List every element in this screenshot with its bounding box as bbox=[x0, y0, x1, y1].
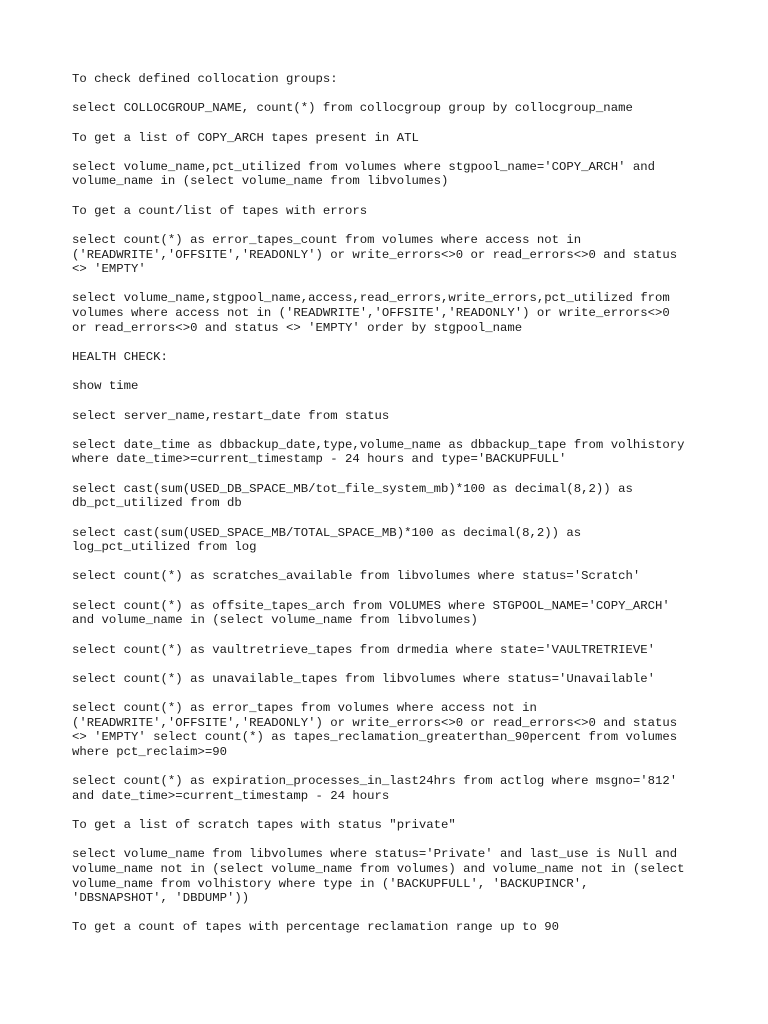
heading-error-tapes: To get a count/list of tapes with errors bbox=[72, 203, 368, 218]
query-log-pct-utilized: select cast(sum(USED_SPACE_MB/TOTAL_SPACE_MB)*100 as decimal(8,2)) as log_pct_utilized from log bbox=[72, 525, 582, 555]
query-offsite-tapes: select count(*) as offsite_tapes_arch from VOLUMES where STGPOOL_NAME='COPY_ARCH' and volume_name in (select volume_name from libvolumes) bbox=[72, 598, 670, 628]
heading-reclamation-count: To get a count of tapes with percentage reclamation range up to 90 bbox=[72, 920, 560, 935]
query-show-time: show time bbox=[72, 379, 139, 394]
query-copy-arch-tapes: select volume_name,pct_utilized from volumes where stgpool_name='COPY_ARCH' and volume_name in (select volume_name from libvolumes) bbox=[72, 159, 655, 189]
query-error-tapes-reclamation: select count(*) as error_tapes from volumes where access not in ('READWRITE','OFFSITE','READONLY') or write_errors<>0 or read_errors<>0 and status <> 'EMPTY' select count(*) as tapes_reclamation_greaterthan_90percent from volumes where pct_reclaim>=90 bbox=[72, 701, 678, 759]
document-page bbox=[72, 72, 712, 950]
query-db-pct-utilized: select cast(sum(USED_DB_SPACE_MB/tot_file_system_mb)*100 as decimal(8,2)) as db_pct_utilized from db bbox=[72, 481, 633, 511]
query-expiration-processes: select count(*) as expiration_processes_in_last24hrs from actlog where msgno='812' and date_time>=current_timestamp - 24 hours bbox=[72, 774, 678, 803]
query-unavailable-tapes: select count(*) as unavailable_tapes from libvolumes where status='Unavailable' bbox=[72, 671, 655, 686]
query-server-restart: select server_name,restart_date from status bbox=[72, 408, 390, 423]
query-collocation-groups: select COLLOCGROUP_NAME, count(*) from collocgroup group by collocgroup_name bbox=[72, 101, 633, 116]
query-error-tapes-count: select count(*) as error_tapes_count from volumes where access not in ('READWRITE','OFFSITE','READONLY') or write_errors<>0 or read_errors<>0 and status <> 'EMPTY' bbox=[72, 233, 678, 277]
query-dbbackup: select date_time as dbbackup_date,type,volume_name as dbbackup_tape from volhistory where date_time>=current_timestamp - 24 hours and type='BACKUPFULL' bbox=[72, 437, 685, 467]
query-vaultretrieve-tapes: select count(*) as vaultretrieve_tapes from drmedia where state='VAULTRETRIEVE' bbox=[72, 642, 655, 657]
query-scratches-available: select count(*) as scratches_available from libvolumes where status='Scratch' bbox=[72, 569, 641, 584]
query-error-tapes-list: select volume_name,stgpool_name,access,read_errors,write_errors,pct_utilized from volumes where access not in ('READWRITE','OFFSITE','READONLY') or write_errors<>0 or read_errors<>0 and status <> 'EMPTY' order by stgpool_name bbox=[72, 291, 670, 335]
heading-private-scratch-tapes: To get a list of scratch tapes with status "private" bbox=[72, 818, 456, 833]
heading-collocation-groups: To check defined collocation groups: bbox=[72, 72, 338, 86]
heading-health-check: HEALTH CHECK: bbox=[72, 349, 168, 364]
heading-copy-arch-tapes: To get a list of COPY_ARCH tapes present in ATL bbox=[72, 130, 419, 145]
query-private-scratch-tapes: select volume_name from libvolumes where status='Private' and last_use is Null and volume_name not in (select volume_name from volumes) and volume_name not in (select volume_name from volhistory where type in ('BACKUPFULL', 'BACKUPINCR', 'DBSNAPSHOT', 'DBDUMP')) bbox=[72, 847, 685, 906]
